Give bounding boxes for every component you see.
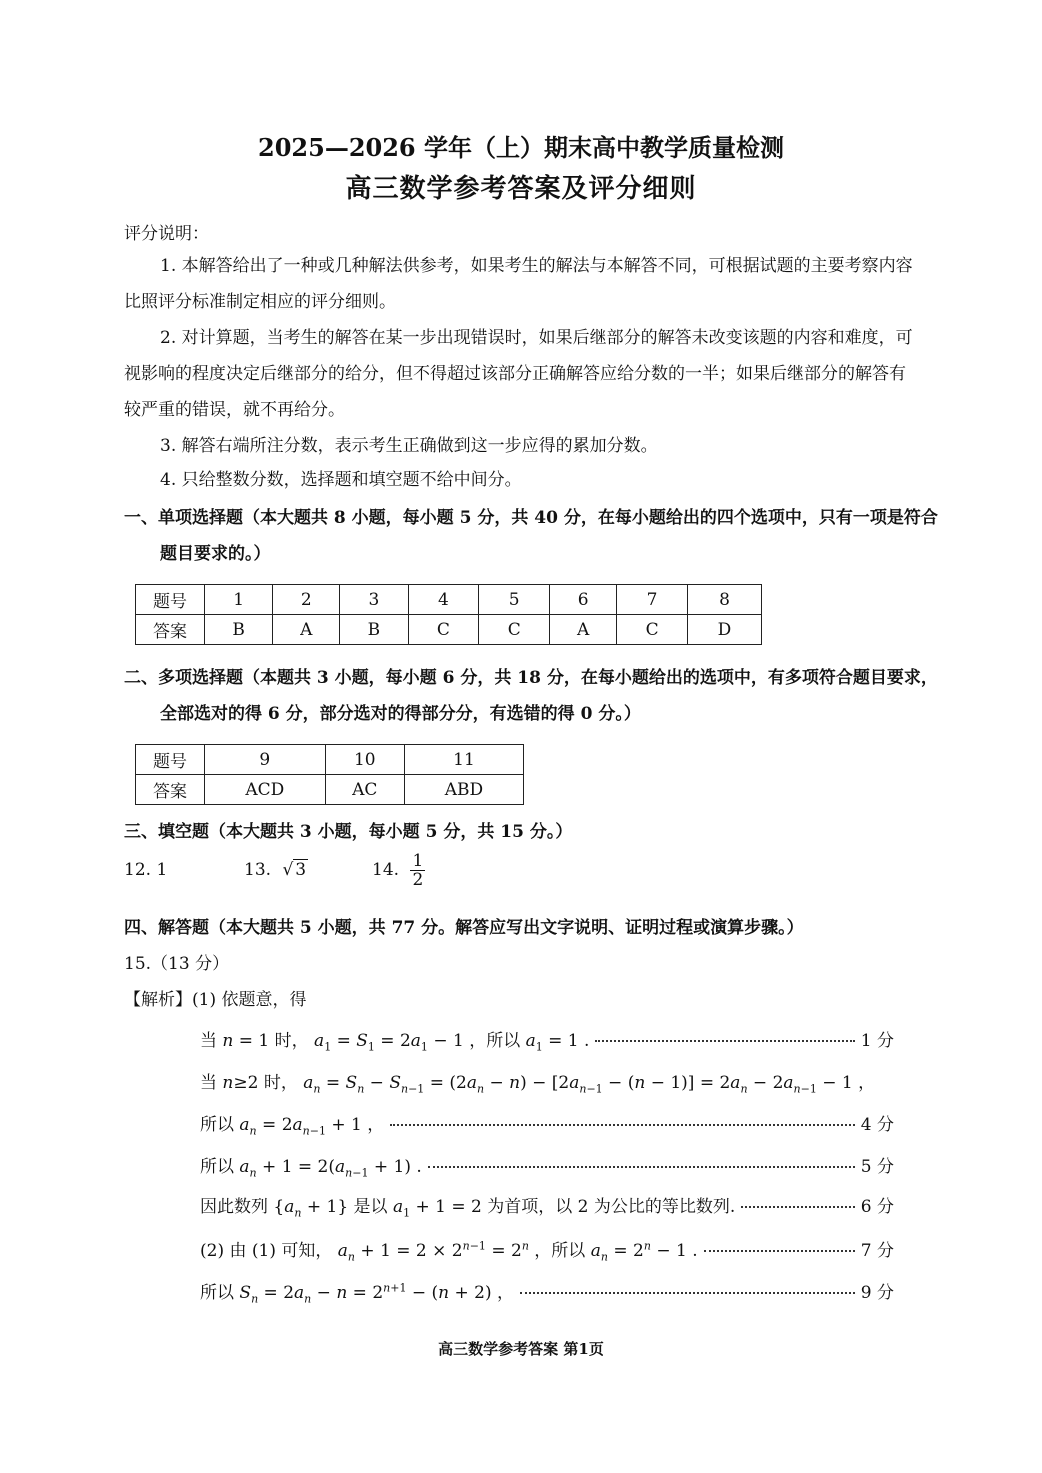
fill-answer-14 [372,852,425,889]
question-number: 7 [617,585,688,615]
question-label: 14. [372,860,400,880]
solution-step-3 [200,1110,894,1137]
row-label-answer: 答案 [136,615,205,645]
score-mark: 9 分 [860,1283,894,1303]
fill-answer-13 [244,860,308,880]
question-number: 11 [404,745,523,775]
answer-cell: D [687,615,761,645]
answer-cell: B [205,615,273,645]
question-15-label: 15.（13 分） [124,954,230,974]
table-row-questions [136,745,524,775]
step-text: 所以 $S_n = 2a_n - n = 2^{n+1} - (n + 2)$ ， [200,1281,515,1306]
answer-cell: ACD [205,775,326,805]
page-footer: 高三数学参考答案 第1页 [438,1340,604,1358]
answer-value: 1 [156,860,168,880]
single-choice-answer-table [135,584,762,645]
question-number: 9 [205,745,326,775]
analysis-intro: 【解析】(1) 依题意，得 [124,990,307,1010]
fraction-numerator: 1 [412,851,424,871]
leader-dots [741,1206,854,1208]
answer-cell: C [479,615,550,645]
solution-step-7 [200,1278,894,1305]
section-1-heading: 一、单项选择题（本大题共 8 小题，每小题 5 分，共 40 分，在每小题给出的四个选项中，只有一项是符合题目要求的。） [124,508,938,564]
fraction-denominator: 2 [412,870,424,890]
answer-cell: C [408,615,479,645]
solution-step-2 [200,1068,894,1095]
step-text: 当 n = 1 时， $a_1 = S_1 = 2a_1 - 1$ ，所以 $a_1 = 1$ . [200,1031,590,1054]
step-text: (2) 由 (1) 可知， $a_n + 1 = 2 \times 2^{n-1} = 2^n$ ，所以 $a_n = 2^n - 1$ . [200,1239,698,1264]
question-label: 12. [124,860,152,880]
question-number: 4 [408,585,479,615]
answer-cell: AC [325,775,404,805]
multi-choice-answer-table [135,744,524,805]
score-mark: 6 分 [860,1197,894,1217]
note-3: 3. 解答右端所注分数，表示考生正确做到这一步应得的累加分数。 [160,436,658,456]
answer-cell: C [617,615,688,645]
score-mark: 4 分 [860,1115,894,1135]
section-3-heading: 三、填空题（本大题共 3 小题，每小题 5 分，共 15 分。） [124,822,573,842]
answer-value: 3 [295,860,307,880]
table-row-answers [136,775,524,805]
section-4-heading: 四、解答题（本大题共 5 小题，共 77 分。解答应写出文字说明、证明过程或演算步骤。） [124,918,804,938]
sqrt-icon: √ [282,860,294,880]
solution-step-1 [200,1026,894,1053]
row-label-answer: 答案 [136,775,205,805]
answer-cell: A [550,615,617,645]
note-2: 2. 对计算题，当考生的解答在某一步出现错误时，如果后继部分的解答未改变该题的内容和难度，可视影响的程度决定后继部分的给分，但不得超过该部分正确解答应给分数的一半；如果后继部分的解答有较严重的错误，就不再给分。 [124,328,913,420]
question-number: 8 [687,585,761,615]
step-text: 所以 $a_n + 1 = 2(a_{n-1} + 1)$ . [200,1157,422,1180]
solution-step-6 [200,1236,894,1263]
row-label-question: 题号 [136,745,205,775]
fraction [410,852,425,889]
score-mark: 5 分 [860,1157,894,1177]
leader-dots [390,1124,855,1126]
answer-cell: A [273,615,340,645]
scoring-header: 评分说明： [124,224,209,244]
score-mark: 7 分 [860,1241,894,1261]
question-number: 10 [325,745,404,775]
question-number: 2 [273,585,340,615]
leader-dots [595,1040,854,1042]
question-number: 1 [205,585,273,615]
question-number: 3 [340,585,408,615]
row-label-question: 题号 [136,585,205,615]
answer-cell: B [340,615,408,645]
solution-step-5 [200,1192,894,1219]
fill-answer-12 [124,860,167,880]
question-label: 13. [244,860,272,880]
step-text: 当 n≥2 时， $a_n = S_n - S_{n-1} = (2a_n - n) - [2a_{n-1} - (n - 1)] = 2a_n - 2a_{n-1} - 1$ ， [200,1073,876,1096]
leader-dots [704,1250,855,1252]
table-row-questions [136,585,762,615]
solution-step-4 [200,1152,894,1179]
title-line-1: 2025—2026 学年（上）期末高中教学质量检测 [258,133,784,162]
question-number: 5 [479,585,550,615]
question-number: 6 [550,585,617,615]
answer-cell: ABD [404,775,523,805]
table-row-answers [136,615,762,645]
leader-dots [520,1292,855,1294]
step-text: 因此数列 $\{a_n + 1\}$ 是以 $a_1 + 1 = 2$ 为首项，以 2 为公比的等比数列. [200,1197,736,1220]
score-mark: 1 分 [860,1031,894,1051]
step-text: 所以 $a_n = 2a_{n-1} + 1$ ， [200,1115,385,1138]
section-2-heading: 二、多项选择题（本题共 3 小题，每小题 6 分，共 18 分，在每小题给出的选项中，有多项符合题目要求，全部选对的得 6 分，部分选对的得部分分，有选错的得 0 分。） [124,668,938,724]
leader-dots [428,1166,855,1168]
note-1: 1. 本解答给出了一种或几种解法供参考，如果考生的解法与本解答不同，可根据试题的主要考察内容比照评分标准制定相应的评分细则。 [124,256,913,312]
note-4: 4. 只给整数分数，选择题和填空题不给中间分。 [160,470,522,490]
title-line-2: 高三数学参考答案及评分细则 [345,174,697,204]
